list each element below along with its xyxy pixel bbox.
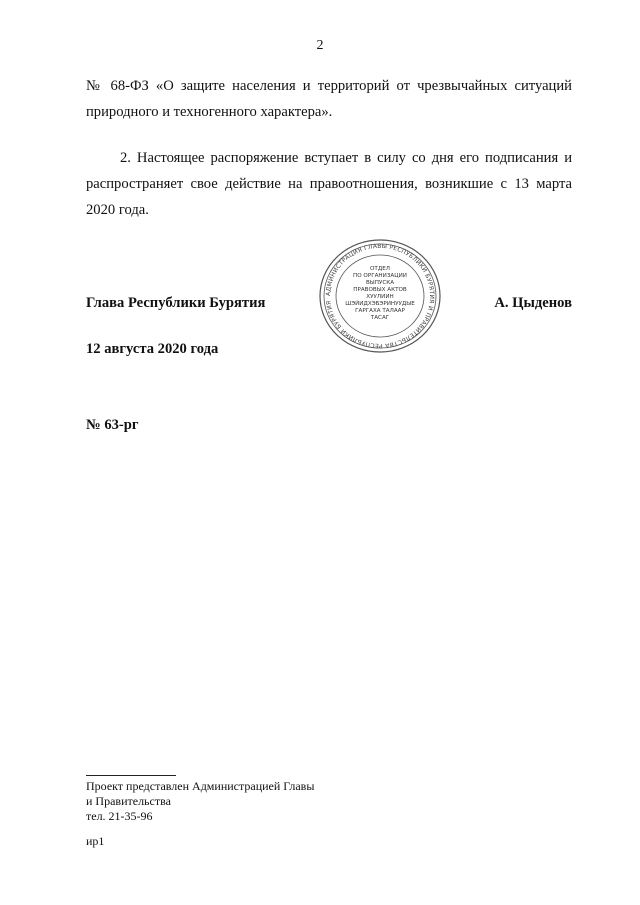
signatory-title: Глава Республики Бурятия xyxy=(86,295,266,311)
footnote-line-2: и Правительства xyxy=(86,794,171,808)
footnote-line-1: Проект представлен Администрацией Главы xyxy=(86,779,315,793)
footnote-line-3: тел. 21-35-96 xyxy=(86,809,153,823)
seal-line-4: ПРАВОВЫХ АКТОВ xyxy=(353,287,407,293)
seal-line-8: ТАСАГ xyxy=(370,315,390,321)
seal-outer-text: АДМИНИСТРАЦИЯ ГЛАВЫ РЕСПУБЛИКИ БУРЯТИЯ И ПРАВИТЕЛЬСТВА РЕСПУБЛИКИ БУРЯТИЯ xyxy=(324,242,436,350)
footnote xyxy=(86,779,314,824)
document-number: № 63-рг xyxy=(86,417,139,433)
paragraph-item-2: 2. Настоящее распоряжение вступает в силу со дня его подписания и распространяет свое действие на правоотношения, возникшие с 13 марта 2020 года. xyxy=(86,150,572,218)
seal-line-1: ОТДЕЛ xyxy=(370,266,390,272)
signatory-name: А. Цыденов xyxy=(494,295,572,311)
seal-line-7: ГАРГАХА ТАЛААР xyxy=(355,308,405,314)
seal-line-6: ШЭЙИДХЭБЭРИНУУДЫЕ xyxy=(345,301,415,307)
paragraph-continuation: № 68-ФЗ «О защите населения и территорий от чрезвычайных ситуаций природного и техногенного характера». xyxy=(86,78,572,120)
official-seal-stamp xyxy=(318,238,442,354)
document-date: 12 августа 2020 года xyxy=(86,341,219,357)
seal-line-2: ПО ОРГАНИЗАЦИИ xyxy=(353,273,407,279)
executor-initials: ир1 xyxy=(86,834,105,848)
seal-line-5: ХУУЛИИН xyxy=(366,294,394,300)
seal-line-3: ВЫПУСКА xyxy=(365,280,395,286)
footnote-divider xyxy=(86,775,176,776)
page-number: 2 xyxy=(316,38,324,53)
